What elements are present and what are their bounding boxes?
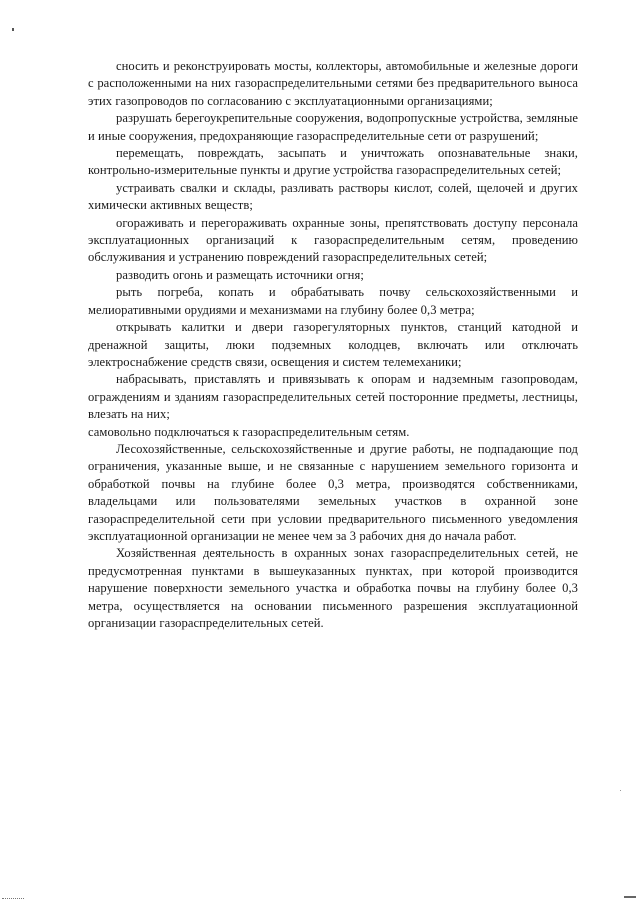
paragraph-5: огораживать и перегораживать охранные зоны, препятствовать доступу персонала эксплуатационных организаций к газораспределительным сетям, проведению обслуживания и устранению повреждений газораспределительных сетей; xyxy=(88,215,578,265)
scan-speck-right xyxy=(620,790,621,791)
document-body xyxy=(88,58,578,632)
paragraph-2: разрушать берегоукрепительные сооружения, водопропускные устройства, земляные и иные сооружения, предохраняющие газораспределительные сети от разрушений; xyxy=(88,111,578,143)
scan-speck xyxy=(12,28,14,31)
paragraph-1: сносить и реконструировать мосты, коллекторы, автомобильные и железные дороги с расположенными на них газораспределительными сетями без предварительного выноса этих газопроводов по согласованию с эксплуатационными организациями; xyxy=(88,59,578,108)
paragraph-6: разводить огонь и размещать источники огня; xyxy=(116,267,364,282)
paragraph-11: Лесохозяйственные, сельскохозяйственные и другие работы, не подпадающие под ограничения, указанные выше, и не связанные с нарушением земельного горизонта и обработкой почвы на глубине более 0,3 метра, производятся собственниками, владельцами или пользователями земельных участков в охранной зоне газораспределительной сети при условии предварительного письменного уведомления эксплуатационной организации не менее чем за 3 рабочих дня до начала работ. xyxy=(88,441,578,543)
paragraph-3: перемещать, повреждать, засыпать и уничтожать опознавательные знаки, контрольно-измерительные пункты и другие устройства газораспределительных сетей; xyxy=(88,146,578,178)
scan-edge-mark-left xyxy=(2,898,24,901)
paragraph-4: устраивать свалки и склады, разливать растворы кислот, солей, щелочей и других химически активных веществ; xyxy=(88,180,578,213)
paragraph-7: рыть погреба, копать и обрабатывать почву сельскохозяйственными и мелиоративными орудиями и механизмами на глубину более 0,3 метра; xyxy=(88,285,578,317)
paragraph-12: Хозяйственная деятельность в охранных зонах газораспределительных сетей, не предусмотренная пунктами в вышеуказанных пунктах, при которой производится нарушение поверхности земельного участка и обработка почвы на глубину более 0,3 метра, осуществляется на основании письменного разрешения эксплуатационной организации газораспределительных сетей. xyxy=(88,546,578,630)
paragraph-9: набрасывать, приставлять и привязывать к опорам и надземным газопроводам, ограждениям и зданиям газораспределительных сетей посторонние предметы, лестницы, влезать на них; xyxy=(88,372,578,422)
paragraph-8: открывать калитки и двери газорегуляторных пунктов, станций катодной и дренажной защиты, люки подземных колодцев, включать или отключать электроснабжение средств связи, освещения и систем телемеханики; xyxy=(88,320,578,369)
scan-edge-mark-right xyxy=(624,896,636,898)
paragraph-10: самовольно подключаться к газораспределительным сетям. xyxy=(88,424,410,439)
